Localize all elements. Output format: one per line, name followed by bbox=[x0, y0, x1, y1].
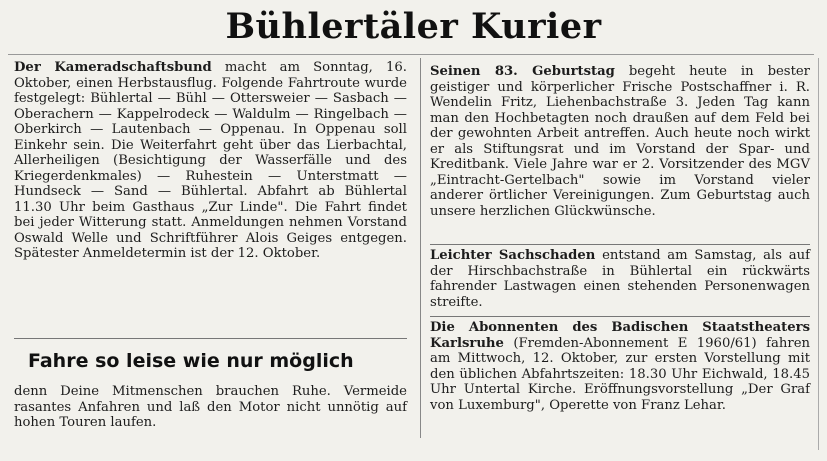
article-fahre-leise bbox=[14, 384, 407, 431]
article-body: (Fremden-Abonnement E 1960/61) fahren am Mittwoch, 12. Oktober, zur ersten Vorstellung mit den üblichen Abfahrtszeiten: 18.30 Uhr Eichwald, 18.45 Uhr Untertal Kirche. Eröffnungsvorstellung „Der Graf von Luxemburg", Operette von Franz Lehar. bbox=[430, 335, 810, 413]
article-geburtstag bbox=[430, 64, 810, 219]
article-kameradschaftsbund bbox=[14, 60, 407, 262]
article-lead: Die Abonnenten des Badischen Staatstheaters Karlsruhe bbox=[430, 320, 810, 351]
article-lead: Leichter Sachschaden bbox=[430, 248, 596, 263]
article-lead: Seinen 83. Geburtstag bbox=[430, 64, 615, 79]
page-edge-rule bbox=[818, 58, 819, 450]
newspaper-masthead: Bühlertäler Kurier bbox=[225, 6, 602, 47]
article-body: macht am Sonntag, 16. Oktober, einen Herbstausflug. Folgende Fahrtroute wurde festgelegt: Bühlertal — Bühl — Ottersweier — Sasbach — Oberachern — Kappelrodeck — Waldulm — Ringelbach — Oberkirch — Lautenbach — Oppenau. In Oppenau soll Einkehr sein. Die Weiterfahrt geht über das Lierbachtal, Allerheiligen (Besichtigung der Wasserfälle und des Kriegerdenkmales) — Ruhestein — Unterstmatt — Hundseck — Sand — Bühlertal. Abfahrt ab Bühlertal 11.30 Uhr beim Gasthaus „Zur Linde". Die Fahrt findet bei jeder Witterung statt. Anmeldungen nehmen Vorstand Oswald Welle und Schriftführer Alois Geiges entgegen. Spätester Anmeldetermin ist der 12. Oktober. bbox=[14, 60, 407, 261]
article-separator bbox=[430, 244, 810, 245]
column-divider bbox=[420, 58, 421, 438]
article-body: entstand am Samstag, als auf der Hirschbachstraße in Bühlertal ein rückwärts fahrender Lastwagen einen stehenden Personenwagen streifte. bbox=[430, 248, 810, 310]
article-staatstheater bbox=[430, 320, 810, 413]
article-headline-fahre-leise: Fahre so leise wie nur möglich bbox=[28, 350, 354, 372]
article-sachschaden bbox=[430, 248, 810, 310]
article-separator bbox=[430, 316, 810, 317]
masthead-rule bbox=[8, 54, 814, 55]
article-lead: Der Kameradschaftsbund bbox=[14, 60, 212, 75]
article-body: begeht heute in bester geistiger und körperlicher Frische Postschaffner i. R. Wendelin Fritz, Liehenbachstraße 3. Jeden Tag kann man den Hochbetagten noch draußen auf dem Feld bei der gewohnten Arbeit antreffen. Auch heute noch wirkt er als Stiftungsrat und im Vorstand der Spar- und Kreditbank. Viele Jahre war er 2. Vorsitzender des MGV „Eintracht-Gertelbach" sowie im Vorstand vieler anderer örtlicher Vereinigungen. Zum Geburtstag auch unsere herzlichen Glückwünsche. bbox=[430, 64, 810, 219]
article-separator bbox=[14, 338, 407, 339]
article-body: denn Deine Mitmenschen brauchen Ruhe. Vermeide rasantes Anfahren und laß den Motor nicht unnötig auf hohen Touren laufen. bbox=[14, 384, 407, 430]
